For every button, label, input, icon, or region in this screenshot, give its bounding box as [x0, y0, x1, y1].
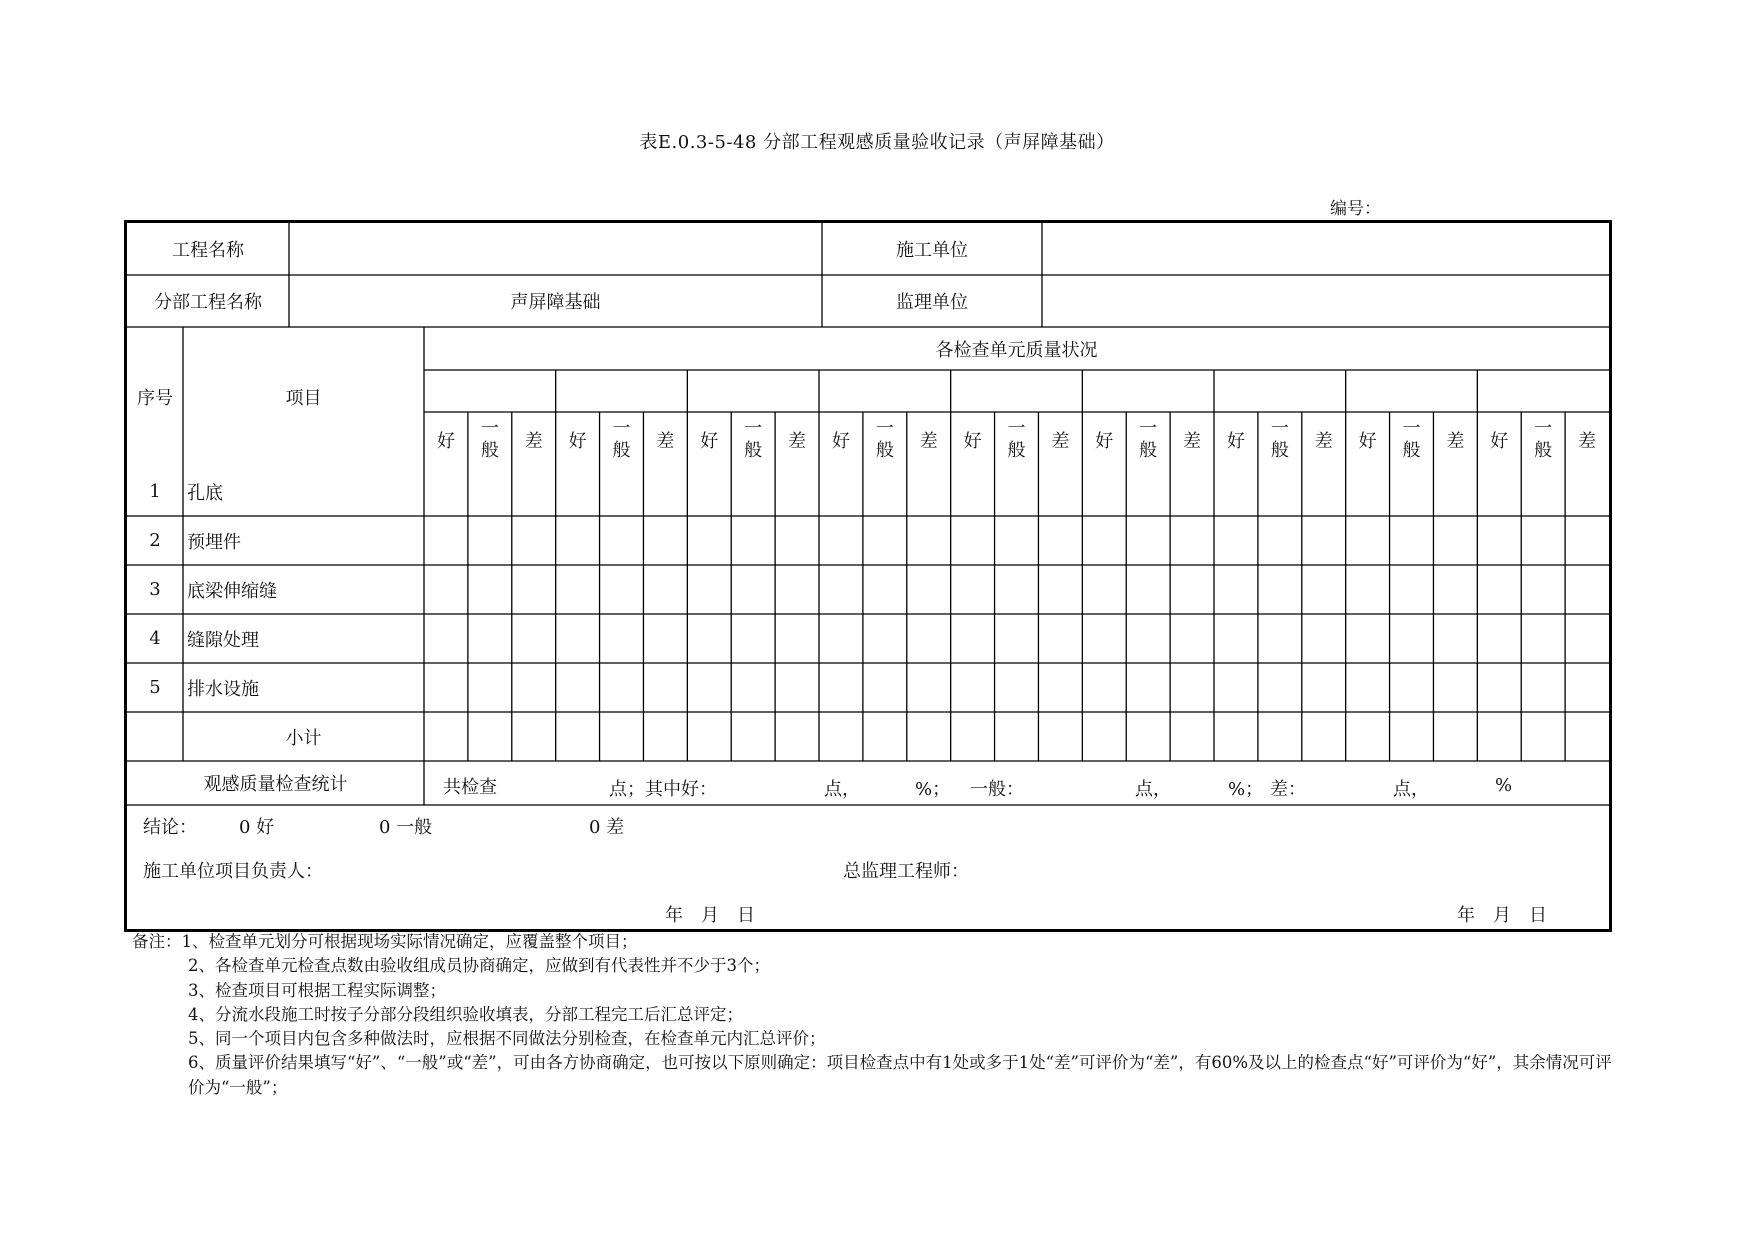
grade-bad-label: 差 [524, 430, 543, 452]
notes-section [132, 930, 1612, 1100]
grade-good-label: 好 [700, 430, 719, 452]
stats-general-percent: %； [1228, 779, 1264, 800]
project-name-field[interactable] [289, 223, 822, 275]
stats-bad-point-unit: 点， [1393, 779, 1429, 800]
grade-general-label: 一 般 [1402, 417, 1421, 461]
stats-label: 观感质量检查统计 [203, 774, 348, 795]
grade-bad-label: 差 [919, 430, 938, 452]
item-name: 排水设施 [187, 678, 259, 700]
stats-bad-label: 差： [1270, 779, 1306, 800]
check-unit-name-5[interactable] [951, 370, 1083, 412]
stats-general-label: 一般： [970, 779, 1024, 800]
note-line-3: 3、检查项目可根据工程实际调整； [188, 980, 446, 1000]
grade-bad-label: 差 [1578, 430, 1597, 452]
subproject-name-label: 分部工程名称 [154, 292, 262, 313]
check-unit-name-8[interactable] [1346, 370, 1478, 412]
grade-good-label: 好 [1095, 430, 1114, 452]
grade-general-label: 一 般 [1007, 417, 1026, 461]
stats-good-point-unit: 点， [824, 779, 860, 800]
quality-status-header: 各检查单元质量状况 [935, 339, 1098, 361]
item-name: 底梁伸缩缝 [187, 580, 277, 602]
grade-bad-label: 差 [1314, 430, 1333, 452]
inspection-form [124, 220, 1612, 932]
conclusion-good: 0 好 [239, 817, 275, 838]
item-seq-number: 4 [149, 628, 161, 649]
grade-general-label: 一 般 [1270, 417, 1289, 461]
form-title: 表E.0.3-5-48 分部工程观感质量验收记录（声屏障基础） [639, 132, 1115, 153]
check-unit-name-1[interactable] [424, 370, 556, 412]
check-unit-name-2[interactable] [556, 370, 688, 412]
supervisor-date-label: 年 月 日 [1457, 905, 1547, 926]
conclusion-bad: 0 差 [589, 817, 625, 838]
note-line-6: 6、质量评价结果填写“好”、“一般”或“差”，可由各方协商确定，也可按以下原则确定：项目检查点中有1处或多于1处“差”可评价为“差”，有60%及以上的检查点“好”可评价为“好”，其余情况可评价为“一般”； [188, 1053, 1612, 1097]
item-name: 预埋件 [187, 531, 241, 553]
grade-general-label: 一 般 [875, 417, 894, 461]
grade-general-label: 一 般 [480, 417, 499, 461]
grade-good-label: 好 [963, 430, 982, 452]
grade-general-label: 一 般 [1139, 417, 1158, 461]
grade-good-label: 好 [1358, 430, 1377, 452]
serial-number-label: 编号： [1330, 199, 1381, 219]
stats-bad-percent: % [1495, 775, 1513, 796]
note-line-5: 5、同一个项目内包含多种做法时，应根据不同做法分别检查，在检查单元内汇总评价； [188, 1029, 826, 1049]
grade-bad-label: 差 [788, 430, 807, 452]
grade-bad-label: 差 [656, 430, 675, 452]
subtotal-label: 小计 [285, 727, 322, 749]
note-line-2: 2、各检查单元检查点数由验收组成员协商确定，应做到有代表性并不少于3个； [188, 956, 770, 976]
grade-good-label: 好 [436, 430, 455, 452]
item-seq-number: 3 [149, 579, 161, 600]
supervision-unit-label: 监理单位 [896, 292, 968, 313]
stats-good-label: 点；其中好： [609, 779, 717, 800]
seq-header: 序号 [137, 388, 173, 409]
item-name: 缝隙处理 [187, 629, 259, 651]
conclusion-label: 结论： [143, 817, 197, 838]
grade-bad-label: 差 [1051, 430, 1070, 452]
stats-total-prefix: 共检查 [443, 777, 497, 798]
construction-date-label: 年 月 日 [665, 905, 755, 926]
construction-head-label: 施工单位项目负责人： [143, 861, 323, 882]
subproject-name-field[interactable]: 声屏障基础 [510, 292, 601, 313]
check-unit-name-3[interactable] [687, 370, 819, 412]
note-line-1: 备注：1、检查单元划分可根据现场实际情况确定，应覆盖整个项目； [132, 932, 638, 951]
stats-good-percent: %； [915, 779, 951, 800]
grade-general-label: 一 般 [744, 417, 763, 461]
check-unit-name-7[interactable] [1214, 370, 1346, 412]
supervision-unit-field[interactable] [1042, 275, 1609, 327]
check-unit-name-4[interactable] [819, 370, 951, 412]
item-seq-number: 2 [149, 530, 161, 551]
project-name-label: 工程名称 [172, 240, 244, 261]
conclusion-general: 0 一般 [379, 817, 433, 838]
stats-general-point-unit: 点， [1135, 779, 1171, 800]
grade-bad-label: 差 [1183, 430, 1202, 452]
construction-unit-field[interactable] [1042, 223, 1609, 275]
note-line-4: 4、分流水段施工时按子分部分段组织验收填表，分部工程完工后汇总评定； [188, 1004, 743, 1024]
grade-good-label: 好 [1226, 430, 1245, 452]
grade-good-label: 好 [831, 430, 850, 452]
item-seq-number: 5 [149, 677, 161, 698]
chief-supervisor-label: 总监理工程师： [843, 861, 969, 882]
grade-good-label: 好 [1490, 430, 1509, 452]
check-unit-name-9[interactable] [1477, 370, 1609, 412]
grade-general-label: 一 般 [612, 417, 631, 461]
item-header: 项目 [285, 388, 322, 409]
grade-good-label: 好 [568, 430, 587, 452]
grade-bad-label: 差 [1446, 430, 1465, 452]
item-seq-number: 1 [149, 481, 161, 502]
check-unit-name-6[interactable] [1082, 370, 1214, 412]
construction-unit-label: 施工单位 [896, 240, 968, 261]
grade-general-label: 一 般 [1534, 417, 1553, 461]
item-name: 孔底 [187, 482, 223, 504]
